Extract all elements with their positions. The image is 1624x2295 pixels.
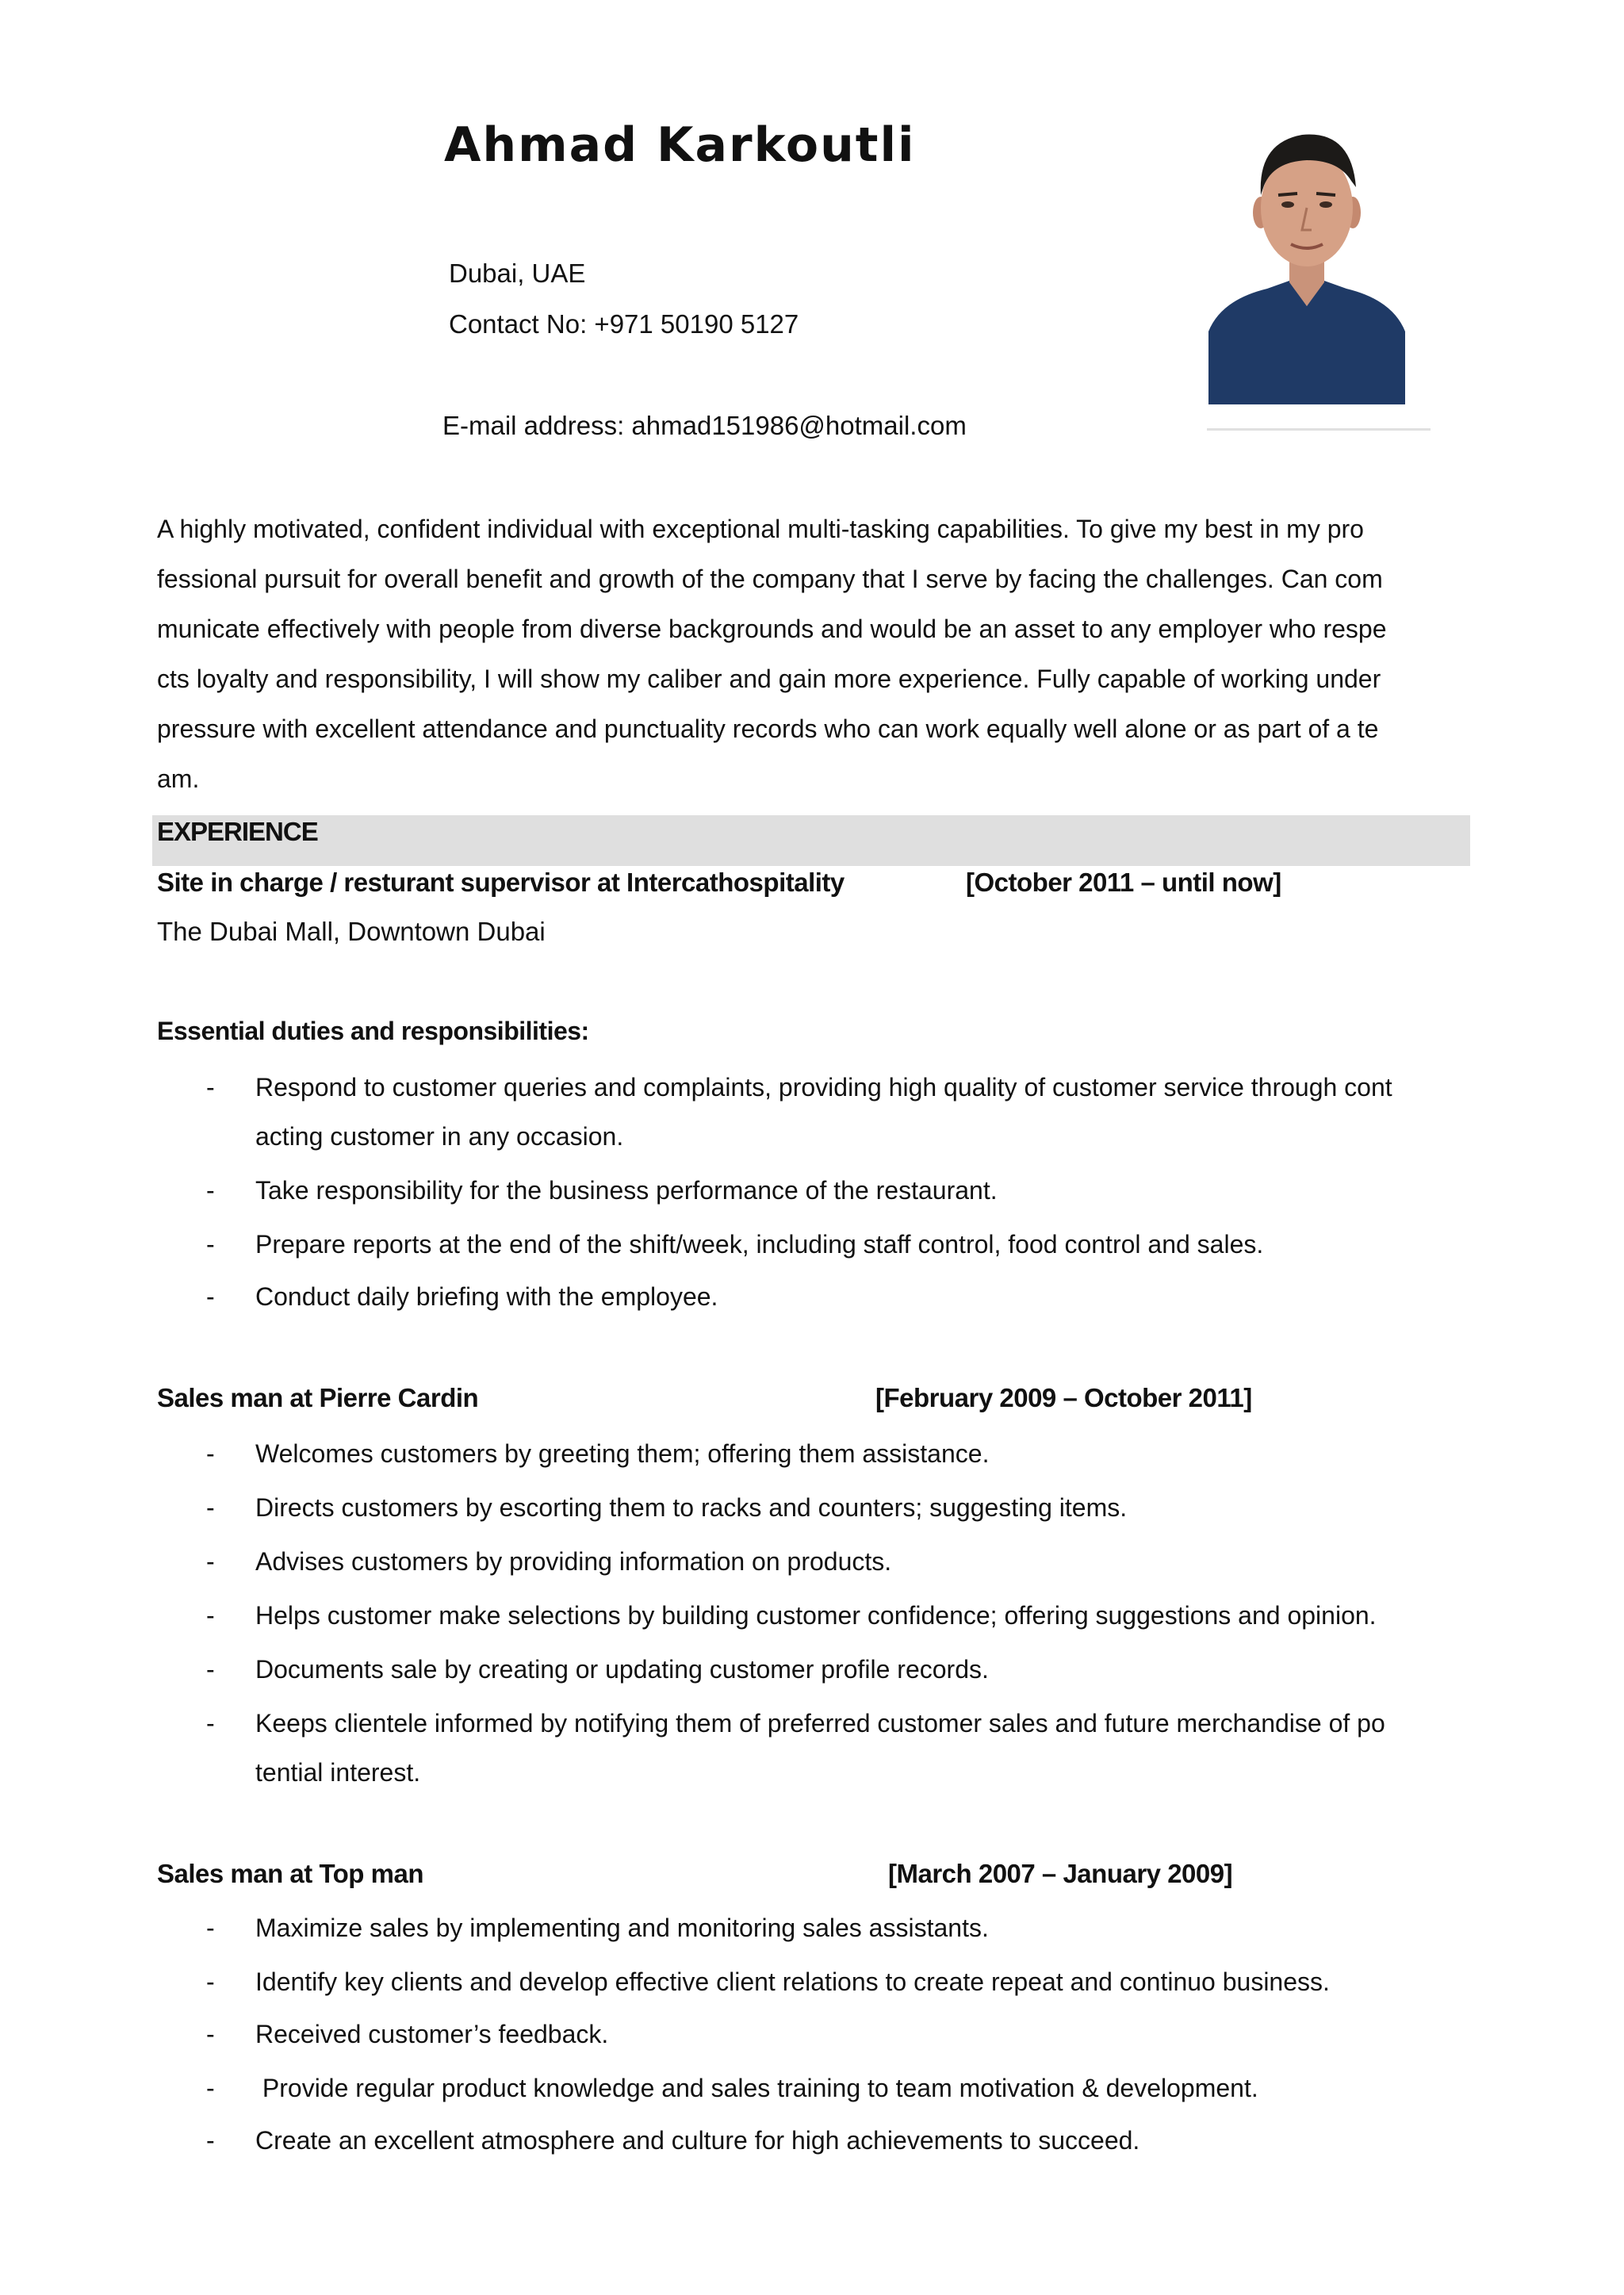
job-dates: [March 2007 – January 2009] (888, 1859, 1233, 1888)
email-address: E-mail address: ahmad151986@hotmail.com (442, 411, 967, 440)
list-item-text: Take responsibility for the business performance of the restaurant. (255, 1176, 998, 1205)
bullet-dash: - (206, 1493, 215, 1522)
profile-summary (157, 504, 1465, 804)
list-item-text: Directs customers by escorting them to racks and counters; suggesting items. (255, 1493, 1128, 1522)
bullet-dash: - (206, 1547, 215, 1576)
photo-divider (1207, 428, 1431, 431)
summary-line: am. (157, 764, 200, 793)
list-item (157, 1220, 1473, 1269)
section-bar (152, 815, 1470, 866)
list-item-text: tential interest. (255, 1758, 421, 1787)
list-item-text: Helps customer make selections by building customer confidence; offering suggestions and opinion. (255, 1601, 1377, 1630)
list-item (157, 1483, 1473, 1532)
list-item (157, 2063, 1473, 2113)
list-item-text: Prepare reports at the end of the shift/week, including staff control, food control and sales. (255, 1230, 1264, 1259)
bullet-dash: - (206, 2020, 215, 2048)
location: Dubai, UAE (449, 259, 586, 288)
job-title: Site in charge / resturant supervisor at Intercathospitality (157, 868, 845, 897)
summary-line: cts loyalty and responsibility, I will show my caliber and gain more experience. Fully capable of working under (157, 665, 1381, 693)
candidate-name: Ahmad Karkoutli (444, 117, 916, 173)
list-item (157, 1537, 1473, 1586)
list-item (157, 1591, 1473, 1640)
bullet-dash: - (206, 2126, 215, 2155)
list-item-text: Create an excellent atmosphere and culture for high achievements to succeed. (255, 2126, 1140, 2155)
bullet-dash: - (206, 1967, 215, 1996)
job-dates: [February 2009 – October 2011] (875, 1383, 1252, 1412)
bullet-dash: - (206, 1709, 215, 1738)
list-item-text: Identify key clients and develop effective client relations to create repeat and continuo business. (255, 1967, 1330, 1996)
profile-photo (1205, 119, 1408, 404)
summary-line: fessional pursuit for overall benefit and growth of the company that I serve by facing the challenges. Can com (157, 565, 1383, 593)
list-item (157, 2116, 1473, 2165)
list-item-text: Maximize sales by implementing and monitoring sales assistants. (255, 1914, 989, 1942)
bullet-dash: - (206, 1439, 215, 1468)
list-item (157, 1699, 1473, 1797)
duties-list (157, 1429, 1473, 1797)
duties-list (157, 1903, 1473, 2165)
contact-number: Contact No: +971 50190 5127 (449, 309, 799, 339)
list-item (157, 1063, 1473, 1161)
bullet-dash: - (206, 1282, 215, 1311)
duties-list (157, 1063, 1473, 1321)
list-item-text: Provide regular product knowledge and sales training to team motivation & development. (255, 2074, 1258, 2102)
experience-heading: EXPERIENCE (157, 817, 318, 846)
list-item (157, 2010, 1473, 2059)
bullet-dash: - (206, 1073, 215, 1102)
summary-line: A highly motivated, confident individual with exceptional multi-tasking capabilities. To give my best in my pro (157, 515, 1364, 543)
list-item-text: acting customer in any occasion. (255, 1122, 624, 1151)
list-item (157, 1166, 1473, 1215)
bullet-dash: - (206, 1230, 215, 1259)
bullet-dash: - (206, 1601, 215, 1630)
list-item (157, 1429, 1473, 1478)
job-location: The Dubai Mall, Downtown Dubai (157, 917, 546, 946)
list-item (157, 1645, 1473, 1694)
job-dates: [October 2011 – until now] (966, 868, 1281, 897)
list-item-text: Welcomes customers by greeting them; offering them assistance. (255, 1439, 990, 1468)
bullet-dash: - (206, 1655, 215, 1684)
bullet-dash: - (206, 1914, 215, 1942)
list-item-text: Conduct daily briefing with the employee. (255, 1282, 718, 1311)
duties-heading: Essential duties and responsibilities: (157, 1017, 589, 1045)
job-title: Sales man at Top man (157, 1859, 423, 1888)
bullet-dash: - (206, 1176, 215, 1205)
list-item (157, 1272, 1473, 1321)
list-item-text: Received customer’s feedback. (255, 2020, 609, 2048)
list-item-text: Keeps clientele informed by notifying them of preferred customer sales and future merchandise of po (255, 1709, 1385, 1738)
summary-line: pressure with excellent attendance and punctuality records who can work equally well alone or as part of a te (157, 715, 1379, 743)
job-title: Sales man at Pierre Cardin (157, 1383, 479, 1412)
list-item (157, 1957, 1473, 2006)
list-item-text: Advises customers by providing information on products. (255, 1547, 892, 1576)
summary-line: municate effectively with people from diverse backgrounds and would be an asset to any employer who respe (157, 615, 1387, 643)
list-item-text: Documents sale by creating or updating customer profile records. (255, 1655, 989, 1684)
list-item (157, 1903, 1473, 1952)
list-item-text: Respond to customer queries and complaints, providing high quality of customer service through cont (255, 1073, 1392, 1102)
bullet-dash: - (206, 2074, 215, 2102)
